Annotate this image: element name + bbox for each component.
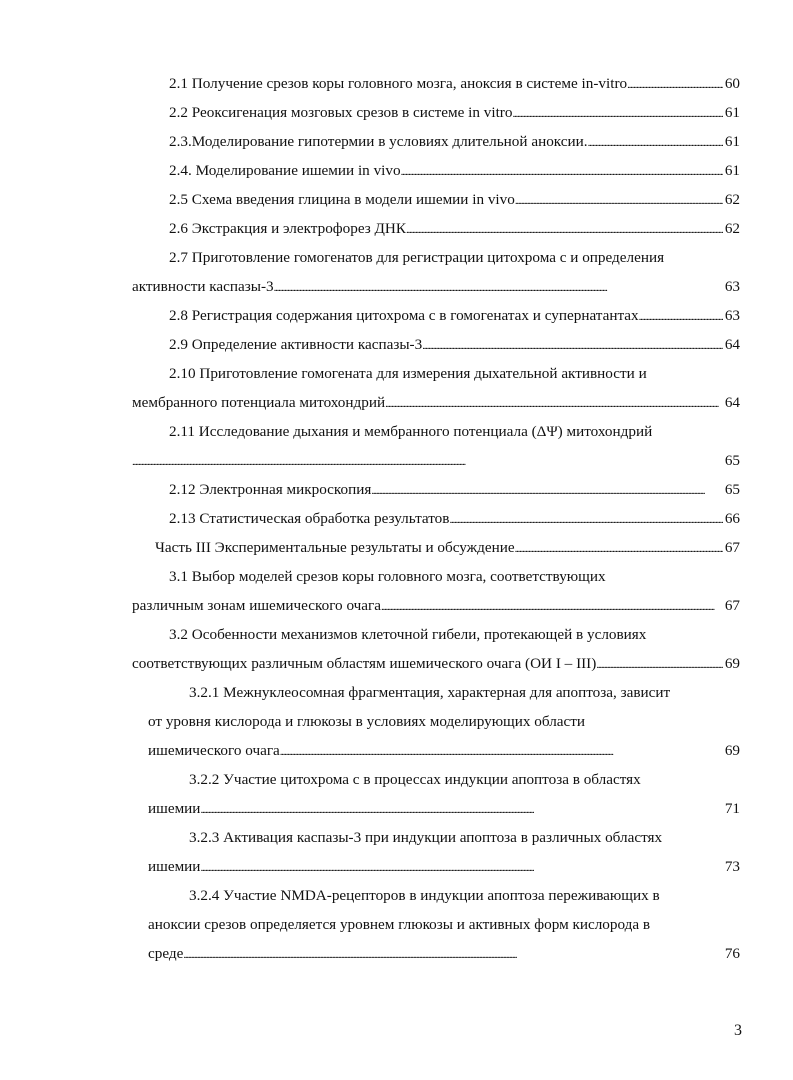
toc-entry: 2.7 Приготовление гомогенатов для регистрации цитохрома с и определения: [169, 249, 665, 266]
toc-entry: различным зонам ишемического очага . . . 67: [132, 594, 740, 618]
toc-entry: от уровня кислорода и глюкозы в условиях моделирующих области: [148, 713, 586, 730]
toc-entry: 3.2 Особенности механизмов клеточной гибели, протекающей в условиях: [169, 626, 647, 643]
toc-entry: 3.2.4 Участие NMDA-рецепторов в индукции апоптоза переживающих в: [189, 887, 660, 904]
toc-entry: 2.1 Получение срезов коры головного мозга, аноксия в системе in-vitro . . . 60: [169, 72, 740, 96]
page-number: 3: [734, 1022, 742, 1039]
toc-entry: ишемического очага . . . 69: [148, 739, 740, 763]
toc-entry: аноксии срезов определяется уровнем глюкозы и активных форм кислорода в: [148, 916, 651, 933]
toc-entry: соответствующих различным областям ишемического очага (ОИ I – III) . . . 69: [132, 652, 740, 676]
toc-entry: активности каспазы-3 . . . 63: [132, 275, 740, 299]
toc-entry: Часть III Экспериментальные результаты и обсуждение . . . 67: [155, 536, 740, 560]
toc-entry: . . . 65: [132, 449, 740, 473]
toc-entry: среде . . . 76: [148, 942, 740, 966]
toc-entry: 2.10 Приготовление гомогената для измерения дыхательной активности и: [169, 365, 647, 382]
toc-entry: 3.2.2 Участие цитохрома с в процессах индукции апоптоза в областях: [189, 771, 641, 788]
toc-entry: 2.12 Электронная микроскопия . . . 65: [169, 478, 740, 502]
toc-entry: 3.1 Выбор моделей срезов коры головного мозга, соответствующих: [169, 568, 606, 585]
toc-entry: 3.2.1 Межнуклеосомная фрагментация, характерная для апоптоза, зависит: [189, 684, 671, 701]
toc-entry: 2.8 Регистрация содержания цитохрома с в гомогенатах и супернатантах . . . 63: [169, 304, 740, 328]
toc-entry: 2.9 Определение активности каспазы-3 . . . 64: [169, 333, 740, 357]
toc-entry: мембранного потенциала митохондрий . . . 64: [132, 391, 740, 415]
toc-entry: 2.3.Моделирование гипотермии в условиях длительной аноксии. . . . 61: [169, 130, 740, 154]
toc-entry: 2.6 Экстракция и электрофорез ДНК . . . 62: [169, 217, 740, 241]
toc-entry: 2.5 Схема введения глицина в модели ишемии in vivo . . . 62: [169, 188, 740, 212]
toc-entry: ишемии . . . 71: [148, 797, 740, 821]
toc-entry: ишемии . . . 73: [148, 855, 740, 879]
toc-entry: 3.2.3 Активация каспазы-3 при индукции апоптоза в различных областях: [189, 829, 663, 846]
toc-entry: 2.13 Статистическая обработка результатов . . . 66: [169, 507, 740, 531]
toc-entry: 2.4. Моделирование ишемии in vivo . . . 61: [169, 159, 740, 183]
toc-entry: 2.11 Исследование дыхания и мембранного потенциала (ΔΨ) митохондрий: [169, 423, 653, 440]
toc-entry: 2.2 Реоксигенация мозговых срезов в системе in vitro . . . 61: [169, 101, 740, 125]
